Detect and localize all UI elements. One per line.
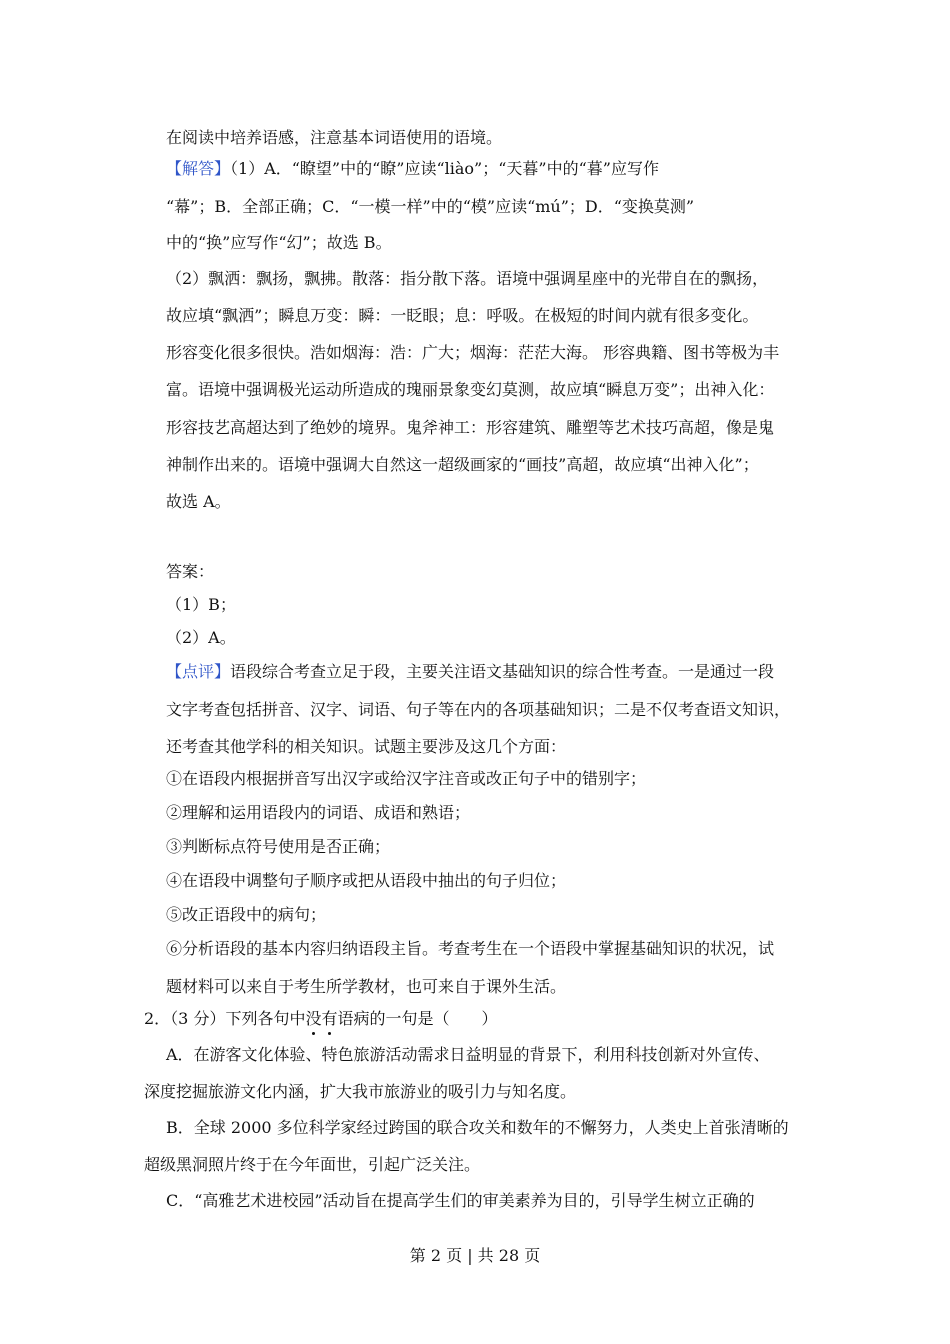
answer-1: （1）B； bbox=[166, 595, 236, 614]
part2-line-4: 富。语境中强调极光运动所造成的瑰丽景象变幻莫测，故应填“瞬息万变”；出神入化： bbox=[166, 380, 775, 399]
review-line-2: 文字考查包括拼音、汉字、词语、句子等在内的各项基础知识；二是不仅考查语文知识， bbox=[166, 700, 791, 719]
part2-line-2: 故应填“飘洒”；瞬息万变：瞬：一眨眼；息：呼吸。在极短的时间内就有很多变化。 bbox=[166, 306, 759, 325]
emphasis-char-1: 没 bbox=[305, 1009, 322, 1028]
part2-line-7: 故选 A。 bbox=[166, 492, 231, 511]
answer-label: 答案： bbox=[166, 562, 215, 581]
review-line-1 bbox=[166, 661, 820, 683]
part2-line-3: 形容变化很多很快。浩如烟海：浩：广大；烟海：茫茫大海。 形容典籍、图书等极为丰 bbox=[166, 343, 780, 362]
review-line-3: 还考查其他学科的相关知识。试题主要涉及这几个方面： bbox=[166, 737, 567, 756]
review-item-6-line-2: 题材料可以来自于考生所学教材，也可来自于课外生活。 bbox=[166, 977, 567, 996]
jieda-line-2: “幕”；B．全部正确；C．“一模一样”中的“模”应读“mú”；D．“变换莫测” bbox=[166, 197, 695, 216]
option-a-line-2: 深度挖掘旅游文化内涵，扩大我市旅游业的吸引力与知名度。 bbox=[144, 1082, 577, 1101]
option-c-line-1: C．“高雅艺术进校园”活动旨在提高学生们的审美素养为目的，引导学生树立正确的 bbox=[166, 1191, 755, 1210]
answer-2: （2）A。 bbox=[166, 628, 236, 647]
jieda-text-1: （1）A．“瞭望”中的“瞭”应读“liào”；“天暮”中的“暮”应写作 bbox=[230, 159, 659, 178]
review-item-4: ④在语段中调整句子顺序或把从语段中抽出的句子归位； bbox=[166, 871, 567, 890]
review-item-5: ⑤改正语段中的病句； bbox=[166, 905, 327, 924]
part2-line-6: 神制作出来的。语境中强调大自然这一超级画家的“画技”高超，故应填“出神入化”； bbox=[166, 455, 759, 474]
jieda-line-1 bbox=[166, 158, 820, 180]
part2-line-1: （2）飘洒：飘扬，飘拂。散落：指分散下落。语境中强调星座中的光带自在的飘扬， bbox=[166, 269, 769, 288]
question-2-stem bbox=[144, 1008, 820, 1030]
jieda-tag: 【解答】 bbox=[166, 159, 231, 178]
part2-line-5: 形容技艺高超达到了绝妙的境界。鬼斧神工：形容建筑、雕塑等艺术技巧高超，像是鬼 bbox=[166, 418, 775, 437]
question-2-stem-post: 语病的一句是（ ） bbox=[337, 1009, 498, 1028]
review-text-1: 语段综合考查立足于段，主要关注语文基础知识的综合性考查。一是通过一段 bbox=[230, 662, 775, 681]
review-tag: 【点评】 bbox=[166, 662, 231, 681]
option-b-line-2: 超级黑洞照片终于在今年面世，引起广泛关注。 bbox=[144, 1155, 481, 1174]
page-footer: 第 2 页 | 共 28 页 bbox=[409, 1246, 541, 1265]
review-item-3: ③判断标点符号使用是否正确； bbox=[166, 837, 391, 856]
option-a-line-1: A．在游客文化体验、特色旅游活动需求日益明显的背景下，利用科技创新对外宣传、 bbox=[166, 1045, 770, 1064]
jieda-line-3: 中的“换”应写作“幻”；故选 B。 bbox=[166, 233, 392, 252]
review-item-1: ①在语段内根据拼音写出汉字或给汉字注音或改正句子中的错别字； bbox=[166, 769, 647, 788]
review-item-6-line-1: ⑥分析语段的基本内容归纳语段主旨。考查考生在一个语段中掌握基础知识的状况，试 bbox=[166, 939, 775, 958]
emphasis-char-2: 有 bbox=[321, 1009, 338, 1028]
option-b-line-1: B．全球 2000 多位科学家经过跨国的联合攻关和数年的不懈努力，人类史上首张清晰的 bbox=[166, 1118, 789, 1137]
review-item-2: ②理解和运用语段内的词语、成语和熟语； bbox=[166, 803, 471, 822]
analysis-intro: 在阅读中培养语感，注意基本词语使用的语境。 bbox=[166, 128, 503, 147]
question-2-stem-pre: 2．（3 分）下列各句中 bbox=[144, 1009, 306, 1028]
